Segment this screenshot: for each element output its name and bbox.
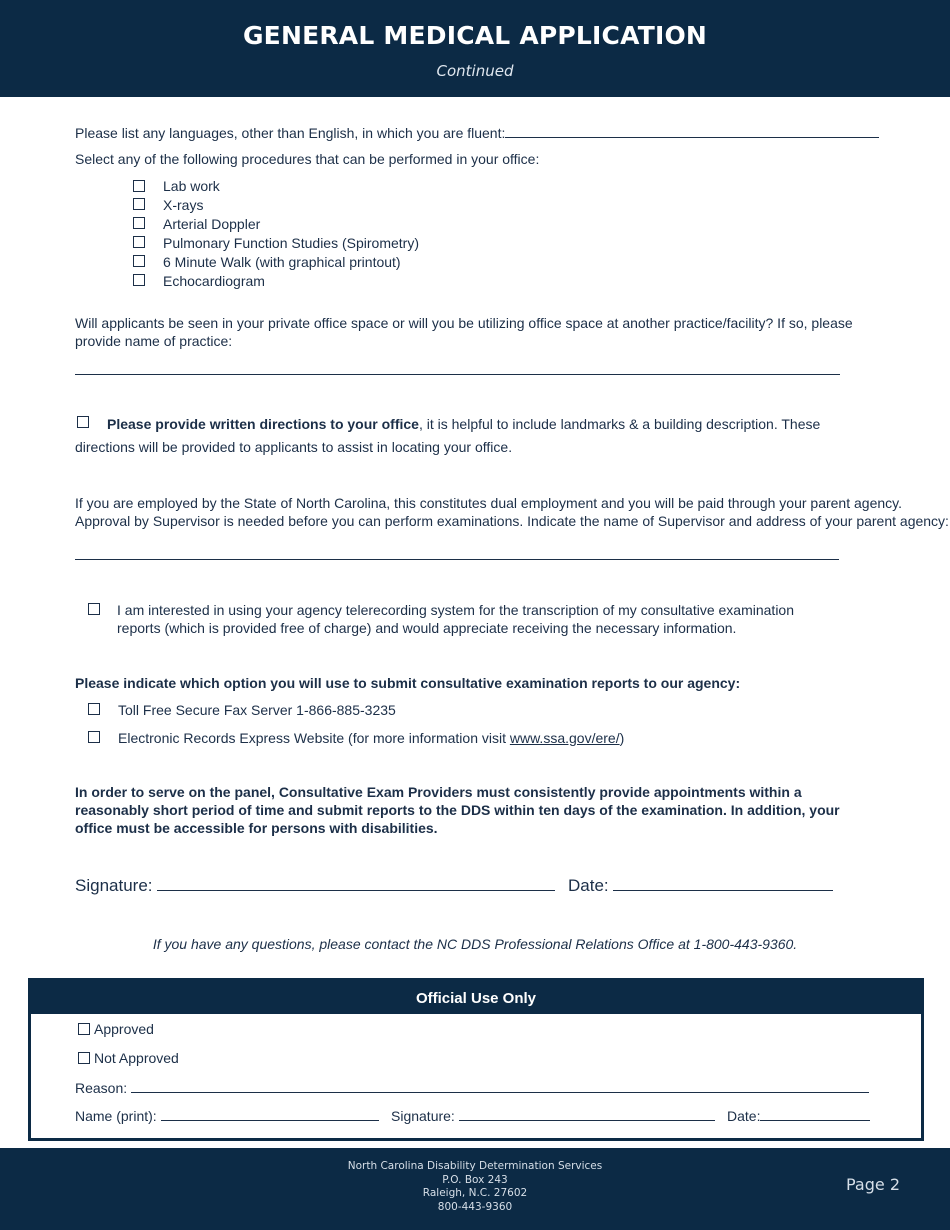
name-row (75, 1106, 379, 1125)
name-input-line[interactable] (161, 1106, 379, 1121)
procedure-checkbox-lab-work[interactable] (133, 180, 145, 192)
directions-rest: , it is helpful to include landmarks & a building description. These directions will be provided to applicants to assist in locating your office. (75, 416, 821, 455)
footer-phone: 800-443-9360 (437, 1200, 513, 1213)
footer-city: Raleigh, N.C. 27602 (422, 1187, 528, 1199)
footer-po-box: P.O. Box 243 (442, 1173, 508, 1186)
official-use-title: Official Use Only (31, 981, 921, 1014)
official-date-row (727, 1106, 870, 1125)
reason-label: Reason: (75, 1080, 128, 1096)
languages-input-line[interactable] (505, 123, 879, 138)
official-use-box (28, 978, 924, 1141)
date-label: Date: (568, 876, 609, 895)
contact-note: If you have any questions, please contact the NC DDS Professional Relations Office at 1-800-443-9360. (152, 936, 798, 952)
procedure-label: Pulmonary Function Studies (Spirometry) (163, 235, 419, 251)
page-footer (0, 1148, 950, 1230)
languages-label: Please list any languages, other than English, in which you are fluent: (75, 125, 506, 141)
page-number: Page 2 (846, 1175, 900, 1194)
directions-text (75, 413, 875, 459)
office-space-question: Will applicants be seen in your private office space or will you be utilizing office space at another practice/facility? If so, please provide name of practice: (75, 315, 853, 349)
reason-row (75, 1078, 869, 1097)
form-title: GENERAL MEDICAL APPLICATION (242, 21, 708, 50)
procedure-label: Arterial Doppler (163, 216, 261, 232)
supervisor-input-line[interactable] (75, 559, 839, 560)
procedure-checkbox-arterial-doppler[interactable] (133, 217, 145, 229)
procedure-checkbox-6-minute-walk[interactable] (133, 255, 145, 267)
ere-suffix: ) (619, 730, 625, 746)
directions-bold: Please provide written directions to your office (107, 416, 419, 432)
ere-prefix: Electronic Records Express Website (for more information visit (118, 730, 510, 746)
ere-link[interactable]: www.ssa.gov/ere/ (509, 730, 620, 746)
reason-input-line[interactable] (131, 1078, 869, 1093)
procedures-prompt: Select any of the following procedures that can be performed in your office: (75, 151, 540, 167)
approved-checkbox[interactable] (78, 1023, 90, 1035)
footer-address (0, 1160, 950, 1214)
official-date-input-line[interactable] (760, 1106, 870, 1121)
state-employment-line1: If you are employed by the State of North Carolina, this constitutes dual employment and you will be paid through your parent agency. (75, 495, 902, 511)
not-approved-checkbox[interactable] (78, 1052, 90, 1064)
panel-notice: In order to serve on the panel, Consultative Exam Providers must consistently provide appointments within a reasonably short period of time and submit reports to the DDS within ten days of the examination. In addition, your office must be accessible for persons with disabilities. (75, 784, 840, 836)
procedure-checkbox-echocardiogram[interactable] (133, 274, 145, 286)
official-signature-row (391, 1106, 715, 1125)
procedure-checkbox-x-rays[interactable] (133, 198, 145, 210)
procedure-label: Echocardiogram (163, 273, 265, 289)
telerecording-text: I am interested in using your agency telerecording system for the transcription of my consultative examination reports (which is provided free of charge) and would appreciate receiving the necessary information. (117, 602, 794, 636)
procedure-checkbox-pulmonary[interactable] (133, 236, 145, 248)
procedure-label: X-rays (163, 197, 204, 213)
signature-label: Signature: (75, 876, 153, 895)
signature-row (75, 874, 555, 896)
official-signature-input-line[interactable] (459, 1106, 715, 1121)
fax-checkbox[interactable] (88, 703, 100, 715)
name-label: Name (print): (75, 1108, 157, 1124)
ere-option-label (118, 729, 624, 747)
page-header (0, 0, 950, 97)
fax-option-label: Toll Free Secure Fax Server 1-866-885-3235 (118, 702, 396, 718)
official-date-label: Date: (727, 1108, 761, 1124)
official-signature-label: Signature: (391, 1108, 455, 1124)
footer-org: North Carolina Disability Determination Services (347, 1160, 603, 1172)
submission-heading: Please indicate which option you will use to submit consultative examination reports to our agency: (75, 675, 741, 691)
languages-question (75, 123, 879, 142)
state-employment-line2: Approval by Supervisor is needed before you can perform examinations. Indicate the name of Supervisor and address of your parent agency: (75, 513, 949, 529)
procedure-label: Lab work (163, 178, 220, 194)
date-row (568, 874, 833, 896)
ere-checkbox[interactable] (88, 731, 100, 743)
office-space-input-line[interactable] (75, 374, 840, 375)
not-approved-label: Not Approved (94, 1050, 179, 1066)
telerecording-checkbox[interactable] (88, 603, 100, 615)
form-subtitle: Continued (436, 62, 514, 80)
date-input-line[interactable] (613, 874, 833, 891)
approved-label: Approved (94, 1021, 154, 1037)
procedure-label: 6 Minute Walk (with graphical printout) (163, 254, 401, 270)
signature-input-line[interactable] (157, 874, 555, 891)
